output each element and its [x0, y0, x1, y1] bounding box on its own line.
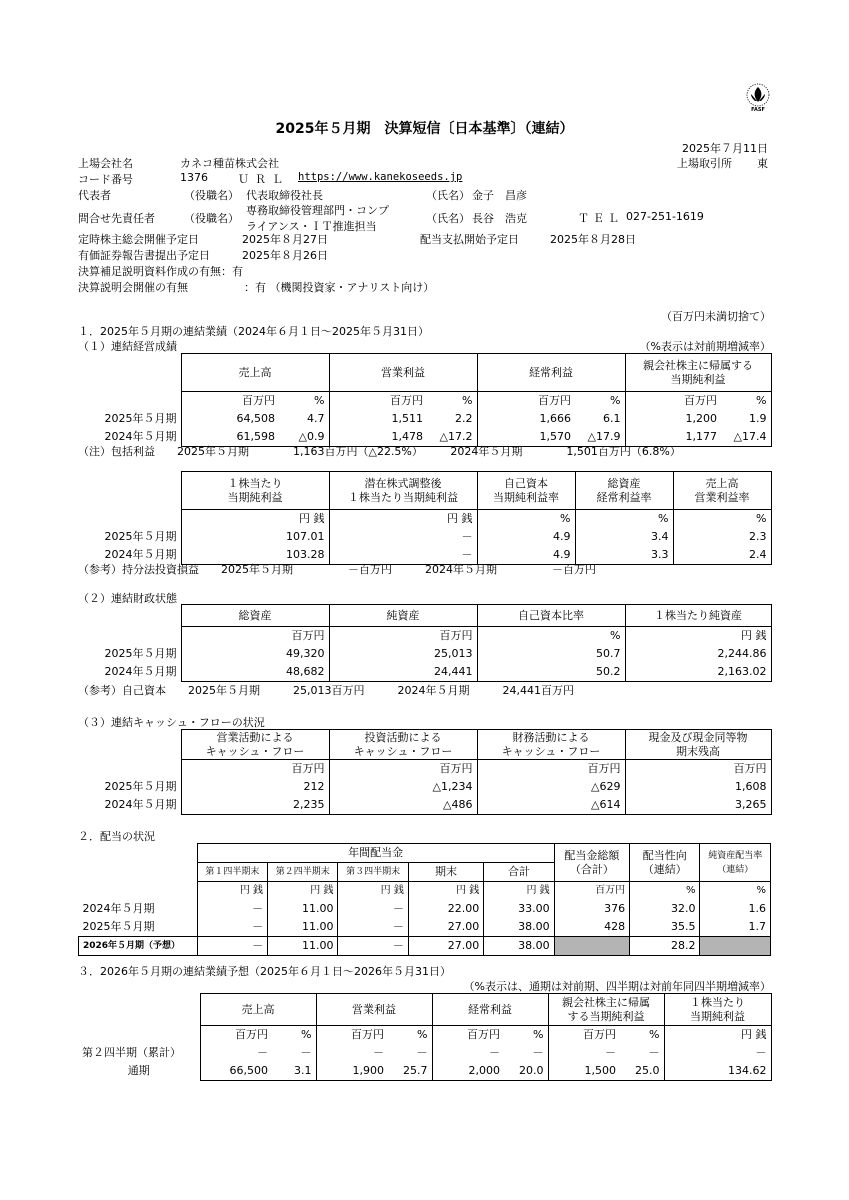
table-row: 2025年５月期 － 11.00 － 27.00 38.00 428 35.5 1.7 — [79, 918, 771, 937]
table-row: 2024年５月期 48,682 24,441 50.2 2,163.02 — [78, 663, 771, 682]
report-date: 2025年７月11日 — [682, 142, 768, 155]
col-op-forecast: 営業利益 — [316, 994, 432, 1026]
section1-sub3: （３）連結キャッシュ・フローの状況 — [78, 716, 265, 729]
agm-date: 2025年８月27日 — [242, 233, 328, 246]
equity-note: （参考）自己資本 2025年５月期 25,013百万円 2024年５月期 24,441百万円 — [78, 684, 574, 697]
col-total-dividend: 配当金総額 （合計） — [554, 844, 629, 882]
supp-label: 決算補足説明資料作成の有無：有 — [78, 265, 243, 278]
rep-title-label: （役職名） — [184, 189, 239, 202]
table-row: 2024年５月期 103.28 － 4.9 3.3 2.4 — [78, 546, 771, 565]
col-sales: 売上高 — [181, 354, 329, 392]
table-row: 2024年５月期 2,235 △486 △614 3,265 — [78, 796, 771, 815]
col-diluted-eps: 潜在株式調整後 １株当たり当期純利益 — [329, 472, 477, 510]
section1-heading: １．2025年５月期の連結業績（2024年６月１日～2025年５月31日） — [78, 325, 429, 338]
div-pay-date: 2025年８月28日 — [550, 233, 636, 246]
col-roe: 自己資本 当期純利益率 — [477, 472, 575, 510]
equity-method-note: （参考）持分法投資損益 2025年５月期 －百万円 2024年５月期 －百万円 — [78, 563, 596, 576]
section1-sub1: （１）連結経営成績 — [78, 340, 177, 353]
table-row: 第２四半期（累計） － － － － － － － － － — [78, 1044, 771, 1062]
tel-value: 027-251-1619 — [626, 210, 704, 223]
pct-note: （%表示は対前期増減率） — [639, 340, 771, 353]
forecast-table: 売上高 営業利益 経常利益 親会社株主に帰属 する当期純利益 １株当たり 当期純利益 百万円 % 百万円 % 百万円 % 百万円 % 円 銭 第２四半期（累計） － － － － － － － － － 通期 66,500 3.1 1,900 25.7 2,000 20.0 1,500 25.0 134.62 — [78, 993, 772, 1081]
table-row: 2024年５月期 － 11.00 － 22.00 33.00 376 32.0 1.6 — [79, 900, 771, 918]
col-eps-forecast: １株当たり 当期純利益 — [664, 994, 771, 1026]
section2-heading: ２．配当の状況 — [78, 830, 155, 843]
rep-name-label: （氏名） — [426, 189, 470, 202]
contact-name-label: （氏名） — [426, 212, 470, 225]
col-total-assets: 総資産 — [181, 605, 329, 627]
col-doe: 純資産配当率 （連結） — [700, 844, 771, 882]
section1-sub2: （２）連結財政状態 — [78, 592, 177, 605]
url-label: ＵＲＬ — [238, 173, 289, 186]
cash-flow-table: 営業活動による キャッシュ・フロー 投資活動による キャッシュ・フロー 財務活動による キャッシュ・フロー 現金及び現金同等物 期末残高 百万円 百万円 百万円 百万円 2025年５月期 212 △1,234 △629 1,608 2024年５月期 2,235 △486 △614 3,265 — [78, 729, 772, 815]
url-link[interactable]: https://www.kanekoseeds.jp — [298, 171, 463, 183]
svg-text:FASF: FASF — [751, 107, 765, 112]
col-financing-cf: 財務活動による キャッシュ・フロー — [477, 730, 625, 760]
rep-label: 代表者 — [78, 189, 111, 202]
table-row: 2025年５月期 64,508 4.7 1,511 2.2 1,666 6.1 1,200 1.9 — [78, 410, 771, 428]
per-share-table: １株当たり 当期純利益 潜在株式調整後 １株当たり当期純利益 自己資本 当期純利益率 総資産 経常利益率 売上高 営業利益率 円 銭 円 銭 % % % 2025年５月期 107.01 － 4.9 3.4 2.3 2024年５月期 103.28 － 4.9 3.3 2.4 — [78, 471, 772, 565]
contact-name: 長谷 浩克 — [472, 212, 527, 225]
col-investing-cf: 投資活動による キャッシュ・フロー — [329, 730, 477, 760]
exchange-value: 東 — [757, 157, 768, 170]
corner-cell — [78, 354, 181, 392]
col-payout-ratio: 配当性向 （連結） — [630, 844, 700, 882]
col-operating-cf: 営業活動による キャッシュ・フロー — [181, 730, 329, 760]
col-roa: 総資産 経常利益率 — [575, 472, 673, 510]
agm-label: 定時株主総会開催予定日 — [78, 233, 199, 246]
annual-dividend-header: 年間配当金 — [197, 844, 554, 863]
table-row-forecast: 2026年５月期（予想） － 11.00 － 27.00 38.00 28.2 — [79, 937, 771, 956]
table-row: 2025年５月期 212 △1,234 △629 1,608 — [78, 778, 771, 796]
section3-heading: ３．2026年５月期の連結業績予想（2025年６月１日～2026年５月31日） — [78, 965, 451, 978]
col-ord-forecast: 経常利益 — [432, 994, 548, 1026]
report-date-value: 2025年８月26日 — [242, 249, 328, 262]
contact-title-2: ライアンス・ＩＴ推進担当 — [246, 220, 377, 233]
col-net-assets: 純資産 — [329, 605, 477, 627]
financial-position-table: 総資産 純資産 自己資本比率 １株当たり純資産 百万円 百万円 % 円 銭 2025年５月期 49,320 25,013 50.7 2,244.86 2024年５月期 48,682 24,441 50.2 2,163.02 — [78, 604, 772, 682]
col-eps: １株当たり 当期純利益 — [181, 472, 329, 510]
contact-title-label: （役職名） — [184, 212, 239, 225]
col-net-income: 親会社株主に帰属する 当期純利益 — [625, 354, 771, 392]
col-op-income: 営業利益 — [329, 354, 477, 392]
table-row: 通期 66,500 3.1 1,900 25.7 2,000 20.0 1,500 25.0 134.62 — [78, 1062, 771, 1081]
rounding-note: （百万円未満切捨て） — [661, 310, 771, 323]
col-bps: １株当たり純資産 — [625, 605, 771, 627]
page-title: 2025年５月期 決算短信〔日本基準〕（連結） — [275, 121, 574, 137]
comprehensive-income-note: （注）包括利益 2025年５月期 1,163百万円（△22.5%） 2024年５月期 1,501百万円（6.8%） — [78, 445, 681, 458]
code-value: 1376 — [180, 171, 208, 184]
table-row: 2025年５月期 107.01 － 4.9 3.4 2.3 — [78, 528, 771, 546]
rep-title: 代表取締役社長 — [246, 189, 323, 202]
col-equity-ratio: 自己資本比率 — [477, 605, 625, 627]
col-ord-income: 経常利益 — [477, 354, 625, 392]
contact-title-1: 専務取締役管理部門・コンプ — [246, 204, 389, 217]
fasf-logo — [743, 82, 773, 112]
brief-value: ：有 （機関投資家・アナリスト向け） — [244, 281, 435, 294]
brief-label: 決算説明会開催の有無 — [78, 281, 188, 294]
table-row: 2024年５月期 61,598 △0.9 1,478 △17.2 1,570 △17.9 1,177 △17.4 — [78, 428, 771, 447]
contact-label: 問合せ先責任者 — [78, 212, 155, 225]
operating-results-table: 売上高 営業利益 経常利益 親会社株主に帰属する 当期純利益 百万円 % 百万円 % 百万円 % 百万円 % 2025年５月期 64,508 4.7 1,511 2.2 1,666 6.1 1,200 1.9 2024年５月期 61,598 △0.9 1,478 △17.2 1,570 △17.9 1,177 △17.4 — [78, 353, 772, 447]
rep-name: 金子 昌彦 — [472, 189, 527, 202]
col-cash-end: 現金及び現金同等物 期末残高 — [625, 730, 771, 760]
col-net-forecast: 親会社株主に帰属 する当期純利益 — [548, 994, 664, 1026]
code-label: コード番号 — [78, 173, 133, 186]
dividend-table: 年間配当金 配当金総額 （合計） 配当性向 （連結） 純資産配当率 （連結） 第１四半期末 第２四半期末 第３四半期末 期末 合計 円 銭 円 銭 円 銭 円 銭 円 銭 百万円 % % 2024年５月期 － 11.00 － 22.00 33.00 376 32.0 1.6 2025年５月期 － 11.00 － 27.00 38.00 428 35.5 1.7 2026年５月期（予想） － 11.00 － 27.00 38.00 28.2 — [78, 843, 771, 956]
col-sales-forecast: 売上高 — [200, 994, 316, 1026]
exchange-label: 上場取引所 — [677, 157, 732, 170]
report-label: 有価証券報告書提出予定日 — [78, 249, 210, 262]
tel-label: ＴＥＬ — [578, 212, 623, 225]
div-pay-label: 配当支払開始予定日 — [420, 233, 519, 246]
company-name: カネコ種苗株式会社 — [180, 157, 279, 170]
company-label: 上場会社名 — [78, 157, 133, 170]
forecast-pct-note: （%表示は、通期は対前期、四半期は対前年同四半期増減率） — [463, 980, 771, 993]
col-op-margin: 売上高 営業利益率 — [673, 472, 771, 510]
table-row: 2025年５月期 49,320 25,013 50.7 2,244.86 — [78, 645, 771, 663]
